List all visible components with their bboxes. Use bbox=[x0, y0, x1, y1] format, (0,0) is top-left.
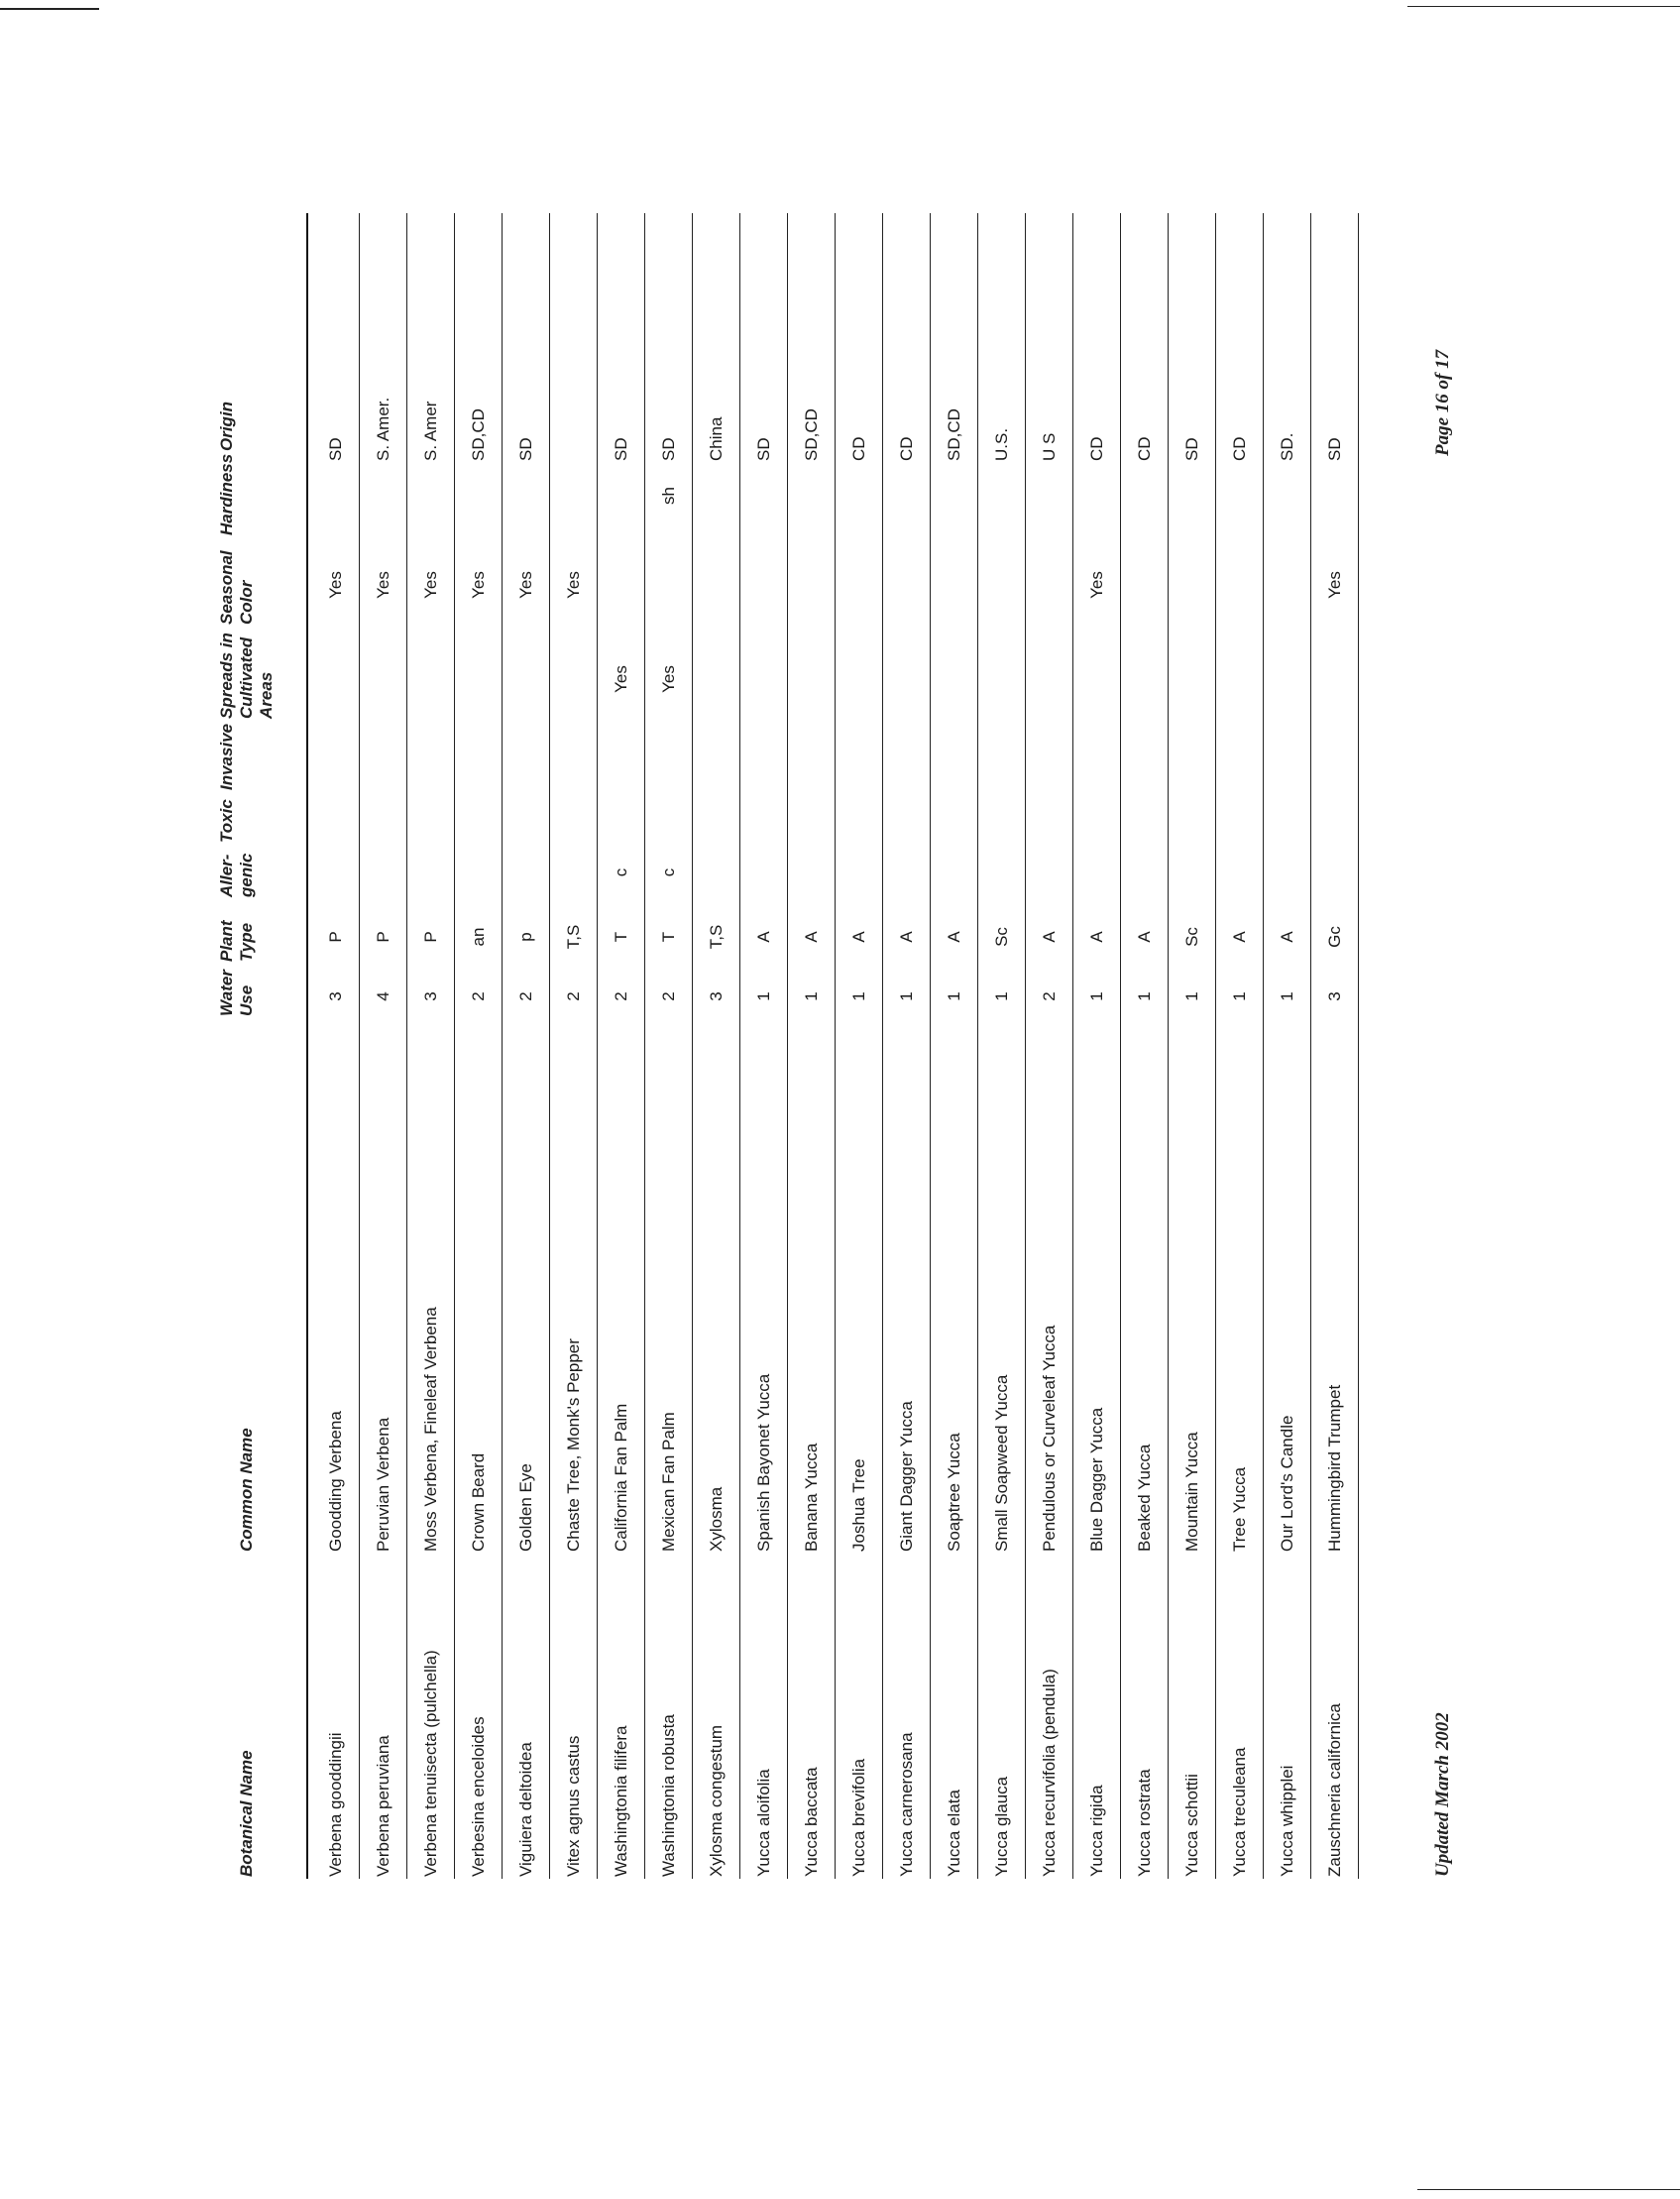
water-use-cell: 1 bbox=[945, 991, 963, 1001]
origin-cell: CD bbox=[1230, 436, 1249, 461]
common-name-cell: Hummingbird Trumpet bbox=[1325, 1384, 1344, 1552]
botanical-name-cell: Yucca aloifolia bbox=[754, 1769, 773, 1877]
common-name-cell: Xylosma bbox=[707, 1486, 726, 1552]
scan-mark-bottom-right bbox=[1417, 2189, 1680, 2190]
water-use-cell: 2 bbox=[1040, 991, 1059, 1001]
plant-type-cell: A bbox=[1278, 931, 1296, 943]
water-use-cell: 1 bbox=[992, 991, 1011, 1001]
origin-cell: U S bbox=[1040, 432, 1059, 461]
origin-cell: SD bbox=[612, 437, 630, 461]
origin-cell: SD bbox=[1182, 437, 1201, 461]
allergenic-cell: c bbox=[659, 868, 678, 877]
plant-type-cell: A bbox=[1230, 931, 1249, 943]
hardiness-cell: sh bbox=[659, 487, 678, 505]
common-name-cell: Joshua Tree bbox=[849, 1458, 868, 1552]
common-name-cell: Small Soapweed Yucca bbox=[992, 1374, 1011, 1552]
origin-cell: S. Amer bbox=[421, 401, 440, 461]
botanical-name-cell: Verbena tenuisecta (pulchella) bbox=[421, 1650, 440, 1877]
table-row bbox=[978, 213, 1026, 1879]
common-name-cell: Mexican Fan Palm bbox=[659, 1412, 678, 1552]
header-plant-type: Plant Type bbox=[217, 920, 256, 962]
origin-cell: SD bbox=[1325, 437, 1344, 461]
water-use-cell: 3 bbox=[421, 991, 440, 1001]
plant-type-cell: T,S bbox=[707, 924, 726, 950]
common-name-cell: Our Lord's Candle bbox=[1278, 1415, 1296, 1552]
table-row bbox=[883, 213, 931, 1879]
common-name-cell: California Fan Palm bbox=[612, 1403, 630, 1552]
spreads-cell: Yes bbox=[659, 665, 678, 693]
plant-type-cell: p bbox=[516, 932, 535, 942]
origin-cell: SD. bbox=[1278, 432, 1296, 461]
plant-type-cell: A bbox=[897, 931, 916, 943]
common-name-cell: Blue Dagger Yucca bbox=[1087, 1407, 1106, 1552]
botanical-name-cell: Vitex agnus castus bbox=[564, 1735, 583, 1877]
water-use-cell: 1 bbox=[849, 991, 868, 1001]
water-use-cell: 1 bbox=[1135, 991, 1154, 1001]
botanical-name-cell: Xylosma congestum bbox=[707, 1724, 726, 1877]
seasonal-color-cell: Yes bbox=[421, 571, 440, 599]
origin-cell: CD bbox=[1135, 436, 1154, 461]
botanical-name-cell: Washingtonia robusta bbox=[659, 1714, 678, 1877]
origin-cell: SD,CD bbox=[945, 408, 963, 461]
botanical-name-cell: Yucca brevifolia bbox=[849, 1758, 868, 1877]
common-name-cell: Goodding Verbena bbox=[326, 1411, 345, 1552]
rotated-page bbox=[213, 213, 1650, 1879]
common-name-cell: Golden Eye bbox=[516, 1463, 535, 1552]
origin-cell: SD bbox=[516, 437, 535, 461]
botanical-name-cell: Yucca rostrata bbox=[1135, 1769, 1154, 1877]
header-water-use: Water Use bbox=[217, 970, 256, 1016]
table-row bbox=[455, 213, 503, 1879]
plant-type-cell: T bbox=[612, 931, 630, 943]
header-allergenic: Aller- genic bbox=[217, 853, 256, 897]
table-row bbox=[693, 213, 740, 1879]
table-row bbox=[931, 213, 978, 1879]
header-spreads: Spreads in Cultivated Areas bbox=[217, 633, 276, 719]
origin-cell: CD bbox=[849, 436, 868, 461]
plant-type-cell: P bbox=[326, 931, 345, 943]
seasonal-color-cell: Yes bbox=[326, 571, 345, 599]
common-name-cell: Moss Verbena, Fineleaf Verbena bbox=[421, 1307, 440, 1552]
common-name-cell: Chaste Tree, Monk's Pepper bbox=[564, 1338, 583, 1552]
seasonal-color-cell: Yes bbox=[374, 571, 392, 599]
plant-type-cell: A bbox=[1040, 931, 1059, 943]
water-use-cell: 1 bbox=[1087, 991, 1106, 1001]
table-row bbox=[1026, 213, 1073, 1879]
origin-cell: SD,CD bbox=[469, 408, 488, 461]
common-name-cell: Tree Yucca bbox=[1230, 1466, 1249, 1552]
table-row bbox=[740, 213, 788, 1879]
botanical-name-cell: Yucca whipplei bbox=[1278, 1765, 1296, 1877]
water-use-cell: 2 bbox=[516, 991, 535, 1001]
plant-type-cell: Sc bbox=[992, 927, 1011, 947]
botanical-name-cell: Yucca rigida bbox=[1087, 1785, 1106, 1877]
water-use-cell: 2 bbox=[659, 991, 678, 1001]
water-use-cell: 3 bbox=[1325, 991, 1344, 1001]
table-row bbox=[1121, 213, 1169, 1879]
header-toxic: Toxic bbox=[217, 799, 236, 843]
water-use-cell: 1 bbox=[1278, 991, 1296, 1001]
water-use-cell: 4 bbox=[374, 991, 392, 1001]
water-use-cell: 2 bbox=[469, 991, 488, 1001]
seasonal-color-cell: Yes bbox=[516, 571, 535, 599]
origin-cell: SD,CD bbox=[802, 408, 821, 461]
footer-updated: Updated March 2002 bbox=[1432, 1712, 1453, 1877]
header-rule bbox=[306, 213, 308, 1879]
botanical-name-cell: Yucca glauca bbox=[992, 1776, 1011, 1877]
botanical-name-cell: Yucca recurvifolia (pendula) bbox=[1040, 1669, 1059, 1877]
water-use-cell: 2 bbox=[564, 991, 583, 1001]
water-use-cell: 2 bbox=[612, 991, 630, 1001]
plant-type-cell: A bbox=[945, 931, 963, 943]
plant-type-cell: T,S bbox=[564, 924, 583, 950]
plant-type-cell: an bbox=[469, 927, 488, 947]
scan-mark-top-right bbox=[1407, 6, 1680, 7]
common-name-cell: Giant Dagger Yucca bbox=[897, 1401, 916, 1552]
botanical-name-cell: Verbesina enceloides bbox=[469, 1716, 488, 1877]
common-name-cell: Mountain Yucca bbox=[1182, 1432, 1201, 1552]
table-row bbox=[1264, 213, 1311, 1879]
table-row bbox=[788, 213, 836, 1879]
water-use-cell: 3 bbox=[707, 991, 726, 1001]
footer-page-number: Page 16 of 17 bbox=[1432, 349, 1453, 456]
header-invasive: Invasive bbox=[217, 723, 236, 790]
botanical-name-cell: Yucca treculeana bbox=[1230, 1747, 1249, 1877]
origin-cell: CD bbox=[1087, 436, 1106, 461]
common-name-cell: Crown Beard bbox=[469, 1452, 488, 1552]
botanical-name-cell: Viguiera deltoidea bbox=[516, 1742, 535, 1877]
header-origin: Origin bbox=[217, 401, 236, 451]
common-name-cell: Peruvian Verbena bbox=[374, 1417, 392, 1552]
botanical-name-cell: Washingtonia filifera bbox=[612, 1725, 630, 1877]
header-botanical: Botanical Name bbox=[237, 1750, 256, 1877]
seasonal-color-cell: Yes bbox=[469, 571, 488, 599]
seasonal-color-cell: Yes bbox=[564, 571, 583, 599]
water-use-cell: 1 bbox=[897, 991, 916, 1001]
botanical-name-cell: Yucca elata bbox=[945, 1790, 963, 1877]
allergenic-cell: c bbox=[612, 868, 630, 877]
origin-cell: U.S. bbox=[992, 427, 1011, 461]
water-use-cell: 1 bbox=[802, 991, 821, 1001]
common-name-cell: Beaked Yucca bbox=[1135, 1444, 1154, 1552]
plant-type-cell: A bbox=[1087, 931, 1106, 943]
table-row bbox=[312, 213, 360, 1879]
botanical-name-cell: Verbena peruviana bbox=[374, 1735, 392, 1877]
plant-type-cell: A bbox=[849, 931, 868, 943]
water-use-cell: 1 bbox=[754, 991, 773, 1001]
seasonal-color-cell: Yes bbox=[1325, 571, 1344, 599]
header-common: Common Name bbox=[237, 1428, 256, 1552]
seasonal-color-cell: Yes bbox=[1087, 571, 1106, 599]
scan-mark-top-left bbox=[0, 8, 99, 10]
table-row bbox=[645, 213, 693, 1879]
plant-type-cell: A bbox=[754, 931, 773, 943]
plant-type-cell: Gc bbox=[1325, 926, 1344, 948]
plant-type-cell: T bbox=[659, 931, 678, 943]
table-row bbox=[836, 213, 883, 1879]
botanical-name-cell: Zauschneria californica bbox=[1325, 1703, 1344, 1877]
plant-type-cell: Sc bbox=[1182, 927, 1201, 947]
plant-type-cell: A bbox=[1135, 931, 1154, 943]
plant-type-cell: A bbox=[802, 931, 821, 943]
origin-cell: CD bbox=[897, 436, 916, 461]
botanical-name-cell: Yucca schottii bbox=[1182, 1774, 1201, 1877]
water-use-cell: 1 bbox=[1230, 991, 1249, 1001]
common-name-cell: Spanish Bayonet Yucca bbox=[754, 1373, 773, 1552]
botanical-name-cell: Yucca carnerosana bbox=[897, 1732, 916, 1877]
common-name-cell: Banana Yucca bbox=[802, 1443, 821, 1552]
table-row bbox=[550, 213, 598, 1879]
water-use-cell: 3 bbox=[326, 991, 345, 1001]
origin-cell: China bbox=[707, 416, 726, 461]
botanical-name-cell: Verbena gooddingii bbox=[326, 1732, 345, 1877]
origin-cell: SD bbox=[754, 437, 773, 461]
table-row bbox=[407, 213, 455, 1879]
table-row bbox=[598, 213, 645, 1879]
table-row bbox=[360, 213, 407, 1879]
plant-type-cell: P bbox=[421, 931, 440, 943]
spreads-cell: Yes bbox=[612, 665, 630, 693]
plant-type-cell: P bbox=[374, 931, 392, 943]
table-row bbox=[503, 213, 550, 1879]
common-name-cell: Soaptree Yucca bbox=[945, 1433, 963, 1552]
header-hardiness: Hardiness bbox=[217, 453, 236, 535]
common-name-cell: Pendulous or Curveleaf Yucca bbox=[1040, 1325, 1059, 1552]
table-row bbox=[1169, 213, 1216, 1879]
table-row bbox=[1311, 213, 1359, 1879]
botanical-name-cell: Yucca baccata bbox=[802, 1767, 821, 1877]
water-use-cell: 1 bbox=[1182, 991, 1201, 1001]
origin-cell: SD bbox=[326, 437, 345, 461]
origin-cell: SD bbox=[659, 437, 678, 461]
origin-cell: S. Amer. bbox=[374, 397, 392, 461]
table-row bbox=[1216, 213, 1264, 1879]
header-seasonal-color: Seasonal Color bbox=[217, 550, 256, 625]
table-row bbox=[1073, 213, 1121, 1879]
